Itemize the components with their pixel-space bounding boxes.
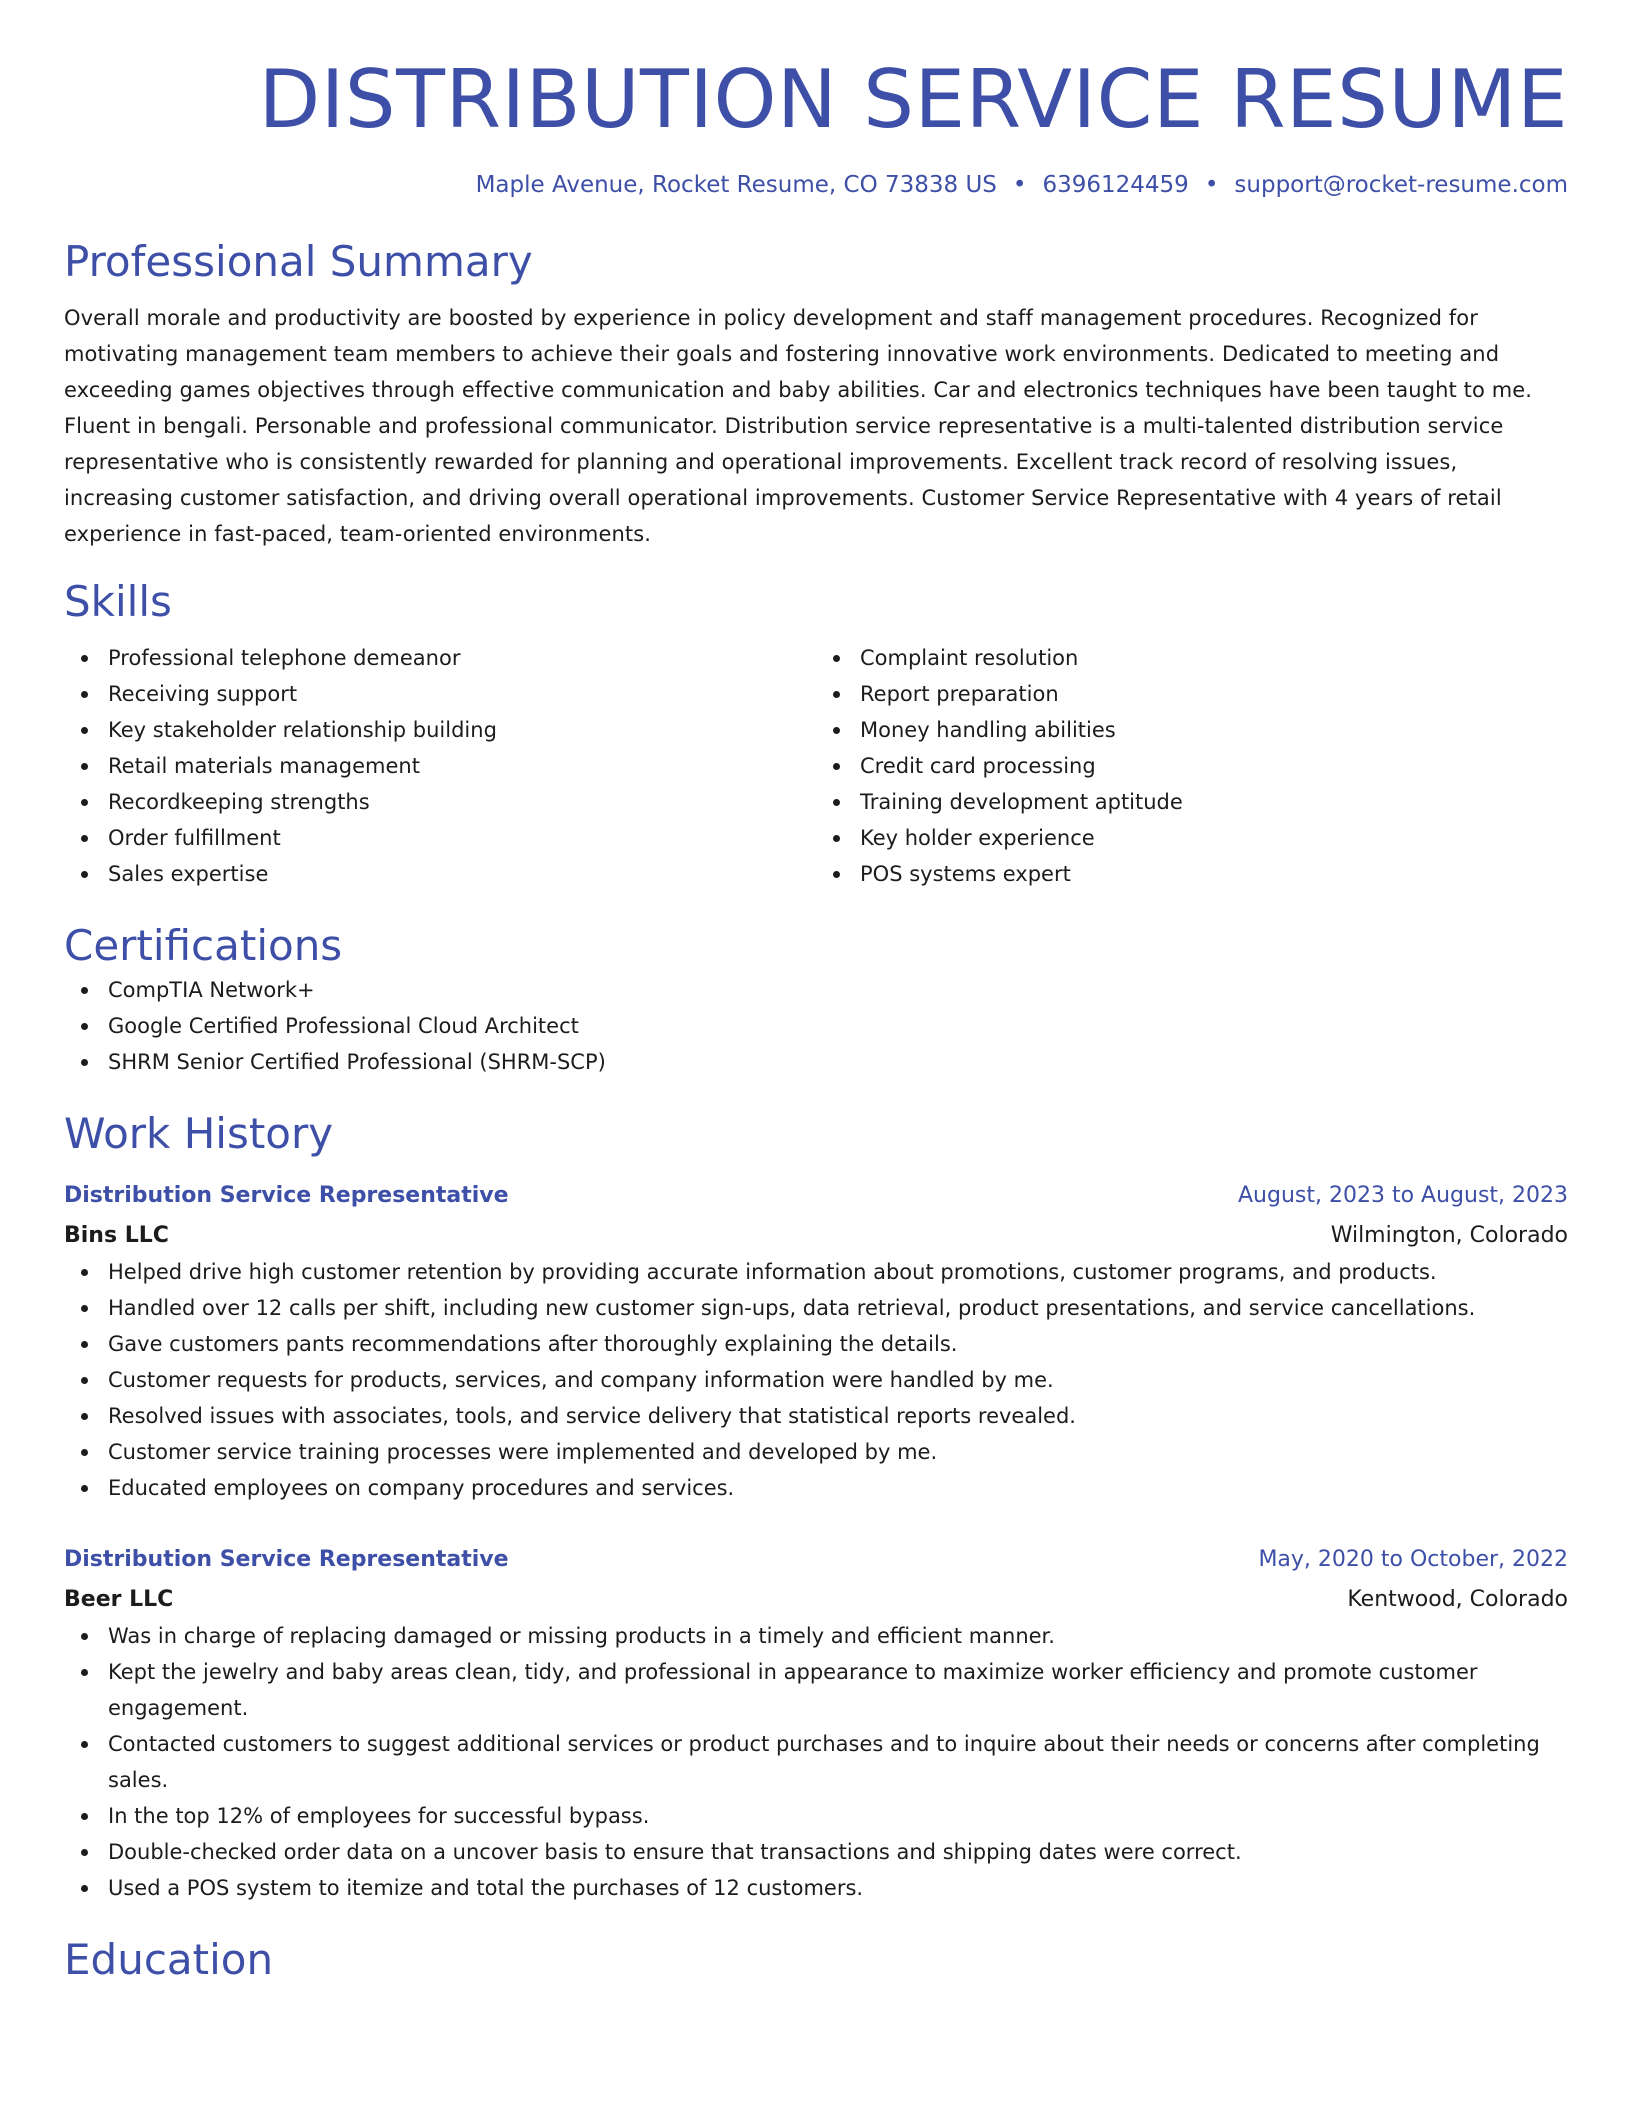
- job-duty-item: Used a POS system to itemize and total the purchases of 12 customers.: [108, 1870, 1568, 1906]
- job-entry: [64, 1542, 1568, 1906]
- contact-address: Maple Avenue, Rocket Resume, CO 73838 US: [475, 172, 997, 198]
- contact-separator: •: [1012, 172, 1027, 198]
- certifications-list: [64, 972, 1568, 1080]
- certification-item: CompTIA Network+: [108, 972, 1568, 1008]
- skill-item: Training development aptitude: [860, 784, 1568, 820]
- skill-item: Recordkeeping strengths: [108, 784, 816, 820]
- contact-line: [64, 170, 1568, 200]
- job-header: [64, 1542, 1568, 1578]
- summary-text: Overall morale and productivity are boosted by experience in policy development and staff management procedures. Recognized for motivating management team members to achieve their goals and fostering innovative work environments. Dedicated to meeting and exceeding games objectives through effective communication and baby abilities. Car and electronics techniques have been taught to me. Fluent in bengali. Personable and professional communicator. Distribution service representative is a multi-talented distribution service representative who is consistently rewarded for planning and operational improvements. Excellent track record of resolving issues, increasing customer satisfaction, and driving overall operational improvements. Customer Service Representative with 4 years of retail experience in fast-paced, team-oriented environments.: [64, 306, 1533, 546]
- summary-heading: Professional Summary: [64, 237, 533, 286]
- skill-item: Key stakeholder relationship building: [108, 712, 816, 748]
- contact-phone: 6396124459: [1042, 172, 1189, 198]
- job-dates: August, 2023 to August, 2023: [1238, 1183, 1568, 1208]
- skills-columns: [64, 640, 1568, 892]
- job-duty-item: Double-checked order data on a uncover basis to ensure that transactions and shipping dates were correct.: [108, 1834, 1568, 1870]
- job-duties-list: [64, 1254, 1568, 1506]
- job-subheader: [64, 1218, 1568, 1254]
- job-duty-item: Kept the jewelry and baby areas clean, tidy, and professional in appearance to maximize worker efficiency and promote customer engagement.: [108, 1654, 1568, 1726]
- skill-item: Money handling abilities: [860, 712, 1568, 748]
- job-duty-item: Contacted customers to suggest additional services or product purchases and to inquire about their needs or concerns after completing sales.: [108, 1726, 1568, 1798]
- job-duty-item: Resolved issues with associates, tools, and service delivery that statistical reports revealed.: [108, 1398, 1568, 1434]
- job-header: [64, 1178, 1568, 1214]
- job-duty-item: Was in charge of replacing damaged or missing products in a timely and efficient manner.: [108, 1618, 1568, 1654]
- job-duty-item: In the top 12% of employees for successful bypass.: [108, 1798, 1568, 1834]
- job-duties-list: [64, 1618, 1568, 1906]
- contact-separator: •: [1204, 172, 1219, 198]
- job-duty-item: Educated employees on company procedures and services.: [108, 1470, 1568, 1506]
- skills-list-right: [816, 640, 1568, 892]
- resume-title: DISTRIBUTION SERVICE RESUME: [258, 53, 1568, 146]
- skill-item: Professional telephone demeanor: [108, 640, 816, 676]
- skill-item: Retail materials management: [108, 748, 816, 784]
- skill-item: Receiving support: [108, 676, 816, 712]
- job-location: Wilmington, Colorado: [1330, 1223, 1568, 1248]
- skill-item: Sales expertise: [108, 856, 816, 892]
- job-duty-item: Customer requests for products, services, and company information were handled by me.: [108, 1362, 1568, 1398]
- job-duty-item: Customer service training processes were implemented and developed by me.: [108, 1434, 1568, 1470]
- certifications-heading: Certifications: [64, 921, 343, 970]
- skill-item: Key holder experience: [860, 820, 1568, 856]
- job-entry: [64, 1178, 1568, 1506]
- certification-item: Google Certified Professional Cloud Architect: [108, 1008, 1568, 1044]
- work-history-heading: Work History: [64, 1109, 334, 1158]
- job-duty-item: Gave customers pants recommendations after thoroughly explaining the details.: [108, 1326, 1568, 1362]
- job-company: Bins LLC: [64, 1223, 169, 1248]
- job-location: Kentwood, Colorado: [1347, 1587, 1568, 1612]
- skill-item: Report preparation: [860, 676, 1568, 712]
- skill-item: Order fulfillment: [108, 820, 816, 856]
- skills-column-right: [816, 640, 1568, 892]
- education-heading: Education: [64, 1935, 274, 1984]
- job-duty-item: Handled over 12 calls per shift, including new customer sign-ups, data retrieval, product presentations, and service cancellations.: [108, 1290, 1568, 1326]
- skills-column-left: [64, 640, 816, 892]
- skill-item: Complaint resolution: [860, 640, 1568, 676]
- job-subheader: [64, 1582, 1568, 1618]
- job-duty-item: Helped drive high customer retention by providing accurate information about promotions, customer programs, and products.: [108, 1254, 1568, 1290]
- job-title: Distribution Service Representative: [64, 1547, 509, 1572]
- job-title: Distribution Service Representative: [64, 1183, 509, 1208]
- skill-item: Credit card processing: [860, 748, 1568, 784]
- skill-item: POS systems expert: [860, 856, 1568, 892]
- skills-heading: Skills: [64, 577, 172, 626]
- certification-item: SHRM Senior Certified Professional (SHRM-SCP): [108, 1044, 1568, 1080]
- job-dates: May, 2020 to October, 2022: [1258, 1547, 1568, 1572]
- contact-email: support@rocket-resume.com: [1234, 172, 1568, 198]
- skills-list-left: [64, 640, 816, 892]
- job-company: Beer LLC: [64, 1587, 174, 1612]
